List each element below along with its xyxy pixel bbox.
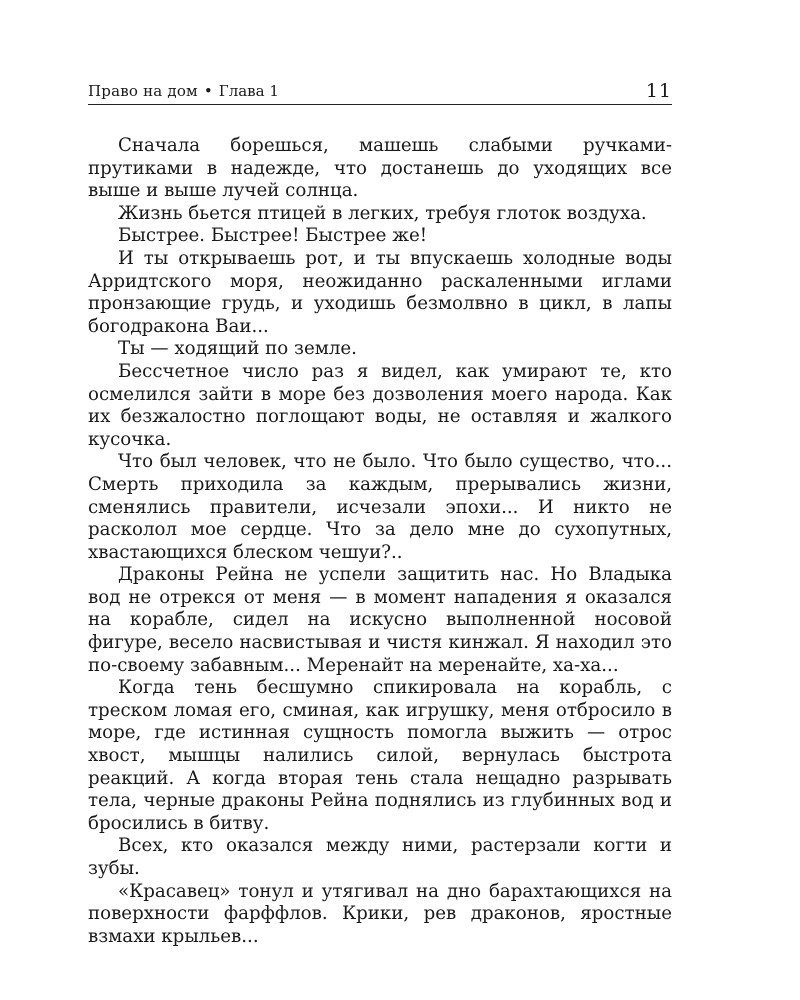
page-number: 11 xyxy=(645,80,672,102)
paragraph: Драконы Рейна не успели защитить нас. Но Владыка вод не отрекся от меня — в момент нападения я оказался на корабле, сидел на искусно выполненной носовой фигуре, весело насвистывая и чистя кинжал. Я находил это по-своему забавным... Меренайт на меренайте, ха-ха... xyxy=(88,564,672,676)
chapter-title: Глава 1 xyxy=(218,82,279,100)
paragraph: Бессчетное число раз я видел, как умирают те, кто осмелился зайти в море без дозволения моего народа. Как их безжалостно поглощают воды, не оставляя и жалкого кусочка. xyxy=(88,360,672,450)
running-header xyxy=(88,72,672,105)
paragraph: Ты — ходящий по земле. xyxy=(118,338,357,360)
paragraph: Жизнь бьется птицей в легких, требуя глоток воздуха. xyxy=(118,202,647,224)
paragraph: Быстрее. Быстрее! Быстрее же! xyxy=(118,225,428,247)
book-title: Право на дом xyxy=(88,82,198,100)
paragraph: «Красавец» тонул и утягивал на дно барахтающихся на поверхности фарффлов. Крики, рев драконов, яростные взмахи крыльев... xyxy=(88,880,672,947)
header-separator: • xyxy=(203,82,213,100)
book-page xyxy=(88,72,672,948)
paragraph: Когда тень бесшумно спикировала на корабль, с треском ломая его, сминая, как игрушку, меня отбросило в море, где истинная сущность помогла выжить — отрос хвост, мышцы налились силой, вернулась быстрота реакций. А когда вторая тень стала нещадно разрывать тела, черные драконы Рейна поднялись из глубинных вод и бросились в битву. xyxy=(88,677,672,834)
body-text xyxy=(88,135,672,948)
paragraph: Всех, кто оказался между ними, растерзали когти и зубы. xyxy=(88,835,672,879)
paragraph: Что был человек, что не было. Что было существо, что... Смерть приходила за каждым, прерывались жизни, сменялись правители, исчезали эпохи... И никто не расколол мое сердце. Что за дело мне до сухопутных, хвастающихся блеском чешуи?.. xyxy=(88,451,672,563)
paragraph: И ты открываешь рот, и ты впускаешь холодные воды Арридтского моря, неожиданно раскаленными иглами пронзающие грудь, и уходишь безмолвно в цикл, в лапы богодракона Ваи... xyxy=(88,247,672,337)
header-title-group xyxy=(88,82,279,100)
paragraph: Сначала борешься, машешь слабыми ручками-прутиками в надежде, что достанешь до уходящих все выше и выше лучей солнца. xyxy=(88,135,672,202)
